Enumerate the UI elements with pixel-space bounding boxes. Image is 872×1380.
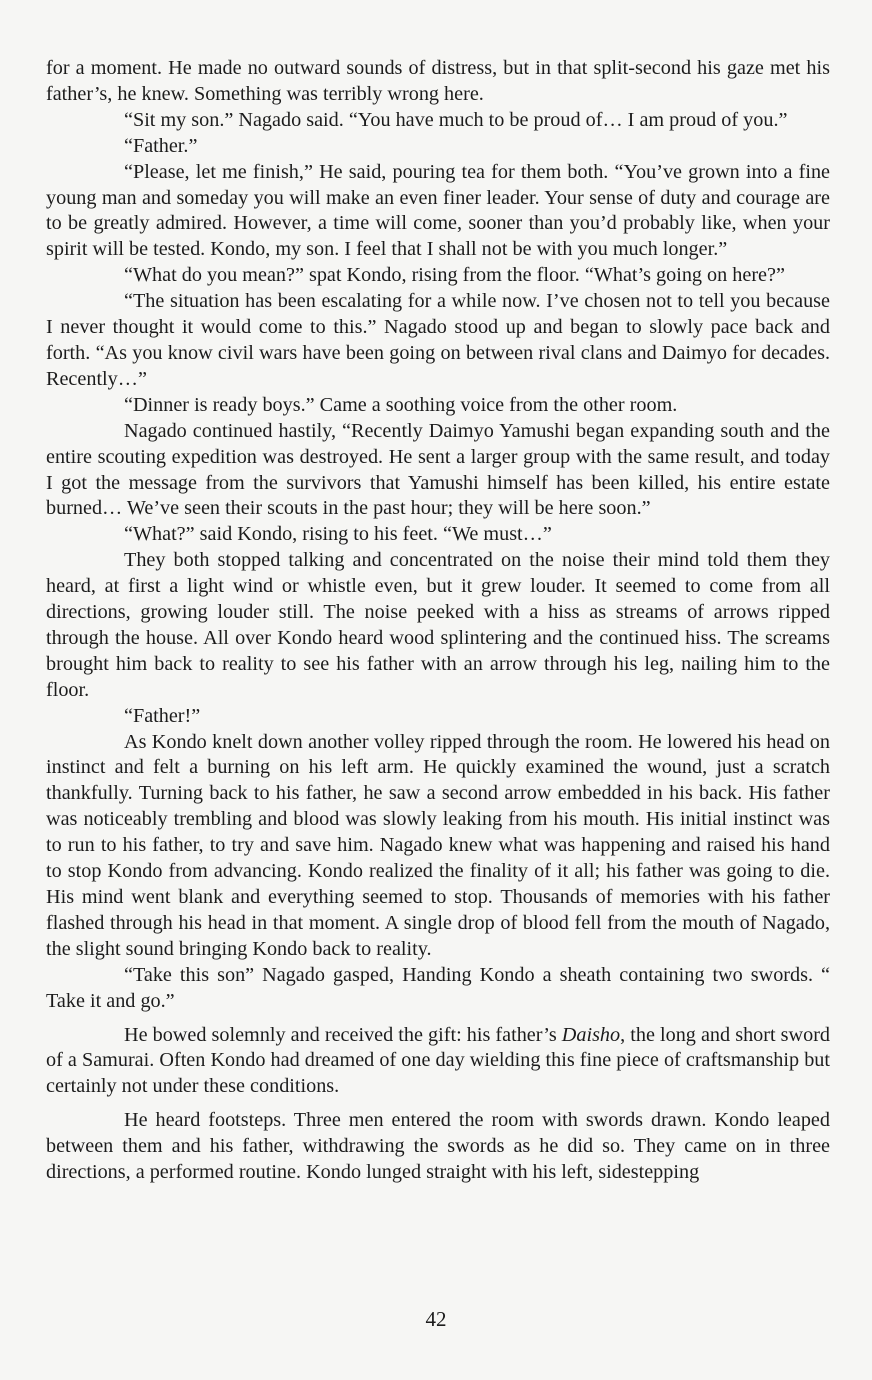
paragraph-daisho xyxy=(46,1023,830,1101)
paragraph-7: “Dinner is ready boys.” Came a soothing voice from the other room. xyxy=(124,393,678,416)
page-number: 42 xyxy=(425,1307,447,1331)
paragraph-12: As Kondo knelt down another volley ripped through the room. He lowered his head on instinct and felt a burning on his left arm. He quickly examined the wound, just a scratch thankfully. Turning back to his father, he saw a second arrow embedded in his back. His father was noticeably trembling and blood was slowly leaking from his mouth. His initial instinct was to run to his father, to try and save him. Nagado knew what was happening and raised his hand to stop Kondo from advancing. Kondo realized the finality of it all; his father was going to die. His mind went blank and everything seemed to stop. Thousands of memories with his father flashed through his head in that moment. A single drop of blood fell from the mouth of Nagado, the slight sound bringing Kondo back to reality. xyxy=(46,730,830,960)
paragraph-13: “Take this son” Nagado gasped, Handing Kondo a sheath containing two swords. “ Take it and go.” xyxy=(46,963,830,1012)
paragraph-1: for a moment. He made no outward sounds of distress, but in that split-second his gaze met his father’s, he knew. Something was terribly wrong here. xyxy=(46,57,830,105)
paragraph-4: “Please, let me finish,” He said, pouring tea for them both. “You’ve grown into a fine young man and someday you will make an even finer leader. Your sense of duty and courage are to be greatly admired. However, a time will come, sooner than you’d probably like, when your spirit will be tested. Kondo, my son. I feel that I shall not be with you much longer.” xyxy=(46,160,830,261)
paragraph-6: “The situation has been escalating for a while now. I’ve chosen not to tell you because I never thought it would come to this.” Nagado stood up and began to slowly pace back and forth. “As you know civil wars have been going on between rival clans and Daimyo for decades. Recently…” xyxy=(46,290,830,390)
paragraph-10: They both stopped talking and concentrated on the noise their mind told them they heard, at first a light wind or whistle even, but it grew louder. It seemed to come from all directions, growing louder still. The noise peeked with a hiss as streams of arrows ripped through the house. All over Kondo heard wood splintering and the continued hiss. The screams brought him back to reality to see his father with an arrow through his leg, nailing him to the floor. xyxy=(46,549,830,701)
paragraph-11: “Father!” xyxy=(124,704,201,727)
paragraph-9: “What?” said Kondo, rising to his feet. “We must…” xyxy=(124,523,552,546)
paragraph-final: He heard footsteps. Three men entered the room with swords drawn. Kondo leaped between them and his father, withdrawing the swords as he did so. They came on in three directions, a performed routine. Kondo lunged straight with his left, sidestepping xyxy=(46,1109,830,1184)
daisho-text-after: , the long and short sword of a Samurai. Often Kondo had dreamed of one day wielding this fine piece of craftsmanship but certainly not under these conditions. xyxy=(46,1023,831,1098)
paragraph-3: “Father.” xyxy=(124,134,198,157)
paragraph-2: “Sit my son.” Nagado said. “You have much to be proud of… I am proud of you.” xyxy=(124,108,788,131)
body-text xyxy=(46,56,830,1186)
daisho-text-before: He bowed solemnly and received the gift: his father’s xyxy=(124,1023,562,1046)
daisho-italic-word: Daisho xyxy=(561,1023,621,1046)
paragraph-8: Nagado continued hastily, “Recently Daimyo Yamushi began expanding south and the entire scouting expedition was destroyed. He sent a larger group with the same result, and today I got the message from the survivors that Yamushi himself has been killed, his entire estate burned… We’ve seen their scouts in the past hour; they will be here soon.” xyxy=(46,419,830,520)
paragraph-5: “What do you mean?” spat Kondo, rising from the floor. “What’s going on here?” xyxy=(124,264,785,287)
